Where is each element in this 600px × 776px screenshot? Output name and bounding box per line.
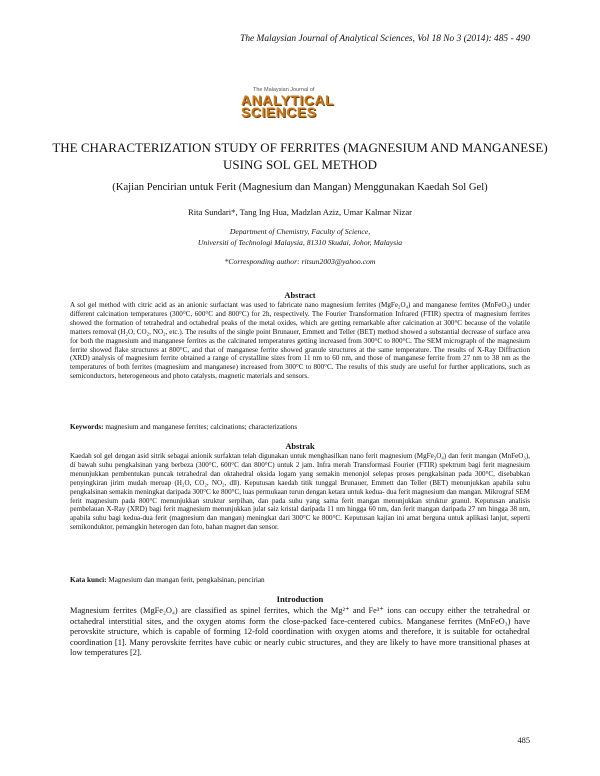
introduction-heading: Introduction bbox=[276, 594, 324, 604]
page-number: 485 bbox=[517, 736, 530, 745]
logo-line-2: SCIENCES bbox=[241, 104, 317, 120]
keywords-label: Keywords: bbox=[70, 423, 104, 431]
article-title: THE CHARACTERIZATION STUDY OF FERRITES (MAGNESIUM AND MANGANESE) USING SOL GEL METHOD bbox=[52, 140, 548, 172]
logo-small-text: The Malaysian Journal of bbox=[253, 87, 315, 93]
keywords-text: magnesium and manganese ferrites; calcinations; characterizations bbox=[105, 423, 298, 431]
abstrak-heading: Abstrak bbox=[285, 442, 315, 451]
journal-logo bbox=[239, 86, 355, 122]
journal-citation: The Malaysian Journal of Analytical Sciences, Vol 18 No 3 (2014): 485 - 490 bbox=[240, 34, 530, 44]
abstrak-text: Kaedah sol gel dengan asid sitrik sebagai anionik surfaktan telah digunakan untuk menghasilkan nano ferit magnesium (MgFe₂O₄) dan ferit mangan (MnFeO₃), di bawah suhu pengkalsinan yang berbeza (300°C, 600°C dan 800°C) untuk 2 jam. Infra merah Transformasi Fourier (FTIR) spektrum bagi ferit magnesium menunjukkan pembentukan puncak tetrahedral dan oktahedral oksida logam yang semakin menonjol selepas proses pengkalsinan pada 300°C, disebabkan penyingkiran jirim mudah meruap (H₂O, CO₂, NO₂, dll). Keputusan kaedah titik tunggal Brunauer, Emmett dan Teller (BET) menunjukkan apabila suhu pengkalsinan semakin meningkat daripada 300°C ke 800°C, luas permukaan turun dengan ketara untuk kedua- dua ferit magnesium dan mangan. Mikrograf SEM ferit magnesium pada 800°C menunjukkan struktur serpihan, dan pada suhu yang sama ferit mangan menunjukkan struktur granul. Keputusan analisis pembelauan X-Ray (XRD) bagi ferit magnesium menunjukkan julat saiz kristal daripada 11 nm hingga 60 nm, dan ferit mangan daripada 27 nm hingga 38 nm, apabila suhu bagi kedua-dua ferit (magnesium dan mangan) meningkat dari 300°C ke 800°C. Keputusan kajian ini amat berguna untuk aplikasi lanjut, seperti semikonduktor, pemangkin heterogen dan foto, bahan magnet dan sensor. bbox=[70, 452, 530, 532]
malay-title: (Kajian Pencirian untuk Ferit (Magnesium dan Mangan) Menggunakan Kaedah Sol Gel) bbox=[112, 182, 488, 193]
abstract-heading: Abstract bbox=[284, 291, 316, 300]
authors: Rita Sundari*, Tang Ing Hua, Madzlan Aziz, Umar Kalmar Nizar bbox=[187, 207, 413, 217]
affiliation-line-1: Department of Chemistry, Faculty of Science, bbox=[229, 227, 371, 236]
introduction-text: Magnesium ferrites (MgFe₂O₄) are classified as spinel ferrites, which the Mg²⁺ and Fe³⁺ ions can occupy either the tetrahedral or octahedral interstitial sites, and the oxygen atoms form the close-packed face-centered cubics. Manganese ferrites (MnFeO₃) have perovskite structure, which is capable of forming 12-fold coordination with oxygen atoms and therefore, it is suitable for octahedral coordination [1]. Many perovskite ferrites have cubic or nearly cubic structures, and they are likely to have more transitional phases at low temperatures [2]. bbox=[70, 606, 530, 658]
kata-kunci-text: Magnesium dan mangan ferit, pengkalsinan, pencirian bbox=[108, 576, 265, 584]
keywords bbox=[70, 423, 530, 431]
abstract-text: A sol gel method with citric acid as an anionic surfactant was used to fabricate nano magnesium ferrites (MgFe₂O₄) and manganese ferrites (MnFeO₃) under different calcination temperatures (300°C, 600°C and 800°C) for 2h, respectively. The Fourier Transformation Infrared (FTIR) spectra of magnesium ferrites showed the formation of tetrahedral and octahedral peaks of the metal oxides, which are getting remarkable after calcination at 300°C because of the volatile matters removal (H₂O, CO₂, NO₂, etc.). The results of the single point Brunauer, Emmett and Teller (BET) method showed a substantial decrease of surface area for both the magnesium and manganese ferrites as the calcinated temperatures getting increased from 300°C to 800°C. The SEM micrograph of the magnesium ferrite showed flake structures at 800°C, and that of manganese ferrite showed granule structures at the same temperature. The results of X-Ray Diffraction (XRD) analysis of magnesium ferrite obtained a range of crystalline sizes from 11 nm to 60 nm, and those of manganese ferrite from 27 nm to 38 nm as the temperatures of both ferrites (magnesium and manganese) increased from 300°C to 800°C. The results of this study are useful for further applications, such as semiconductors, heterogeneous and photo catalysts, magnetic materials and sensors. bbox=[70, 301, 530, 381]
kata-kunci-label: Kata kunci: bbox=[70, 576, 107, 584]
affiliation-line-2: Universiti of Technologi Malaysia, 81310 Skudai, Johor, Malaysia bbox=[197, 238, 403, 247]
affiliation bbox=[40, 226, 560, 248]
logo-line-1: ANALYTICAL bbox=[241, 92, 335, 108]
kata-kunci bbox=[70, 576, 530, 584]
corresponding-author: *Corresponding author: ritsun2003@yahoo.com bbox=[224, 257, 376, 266]
